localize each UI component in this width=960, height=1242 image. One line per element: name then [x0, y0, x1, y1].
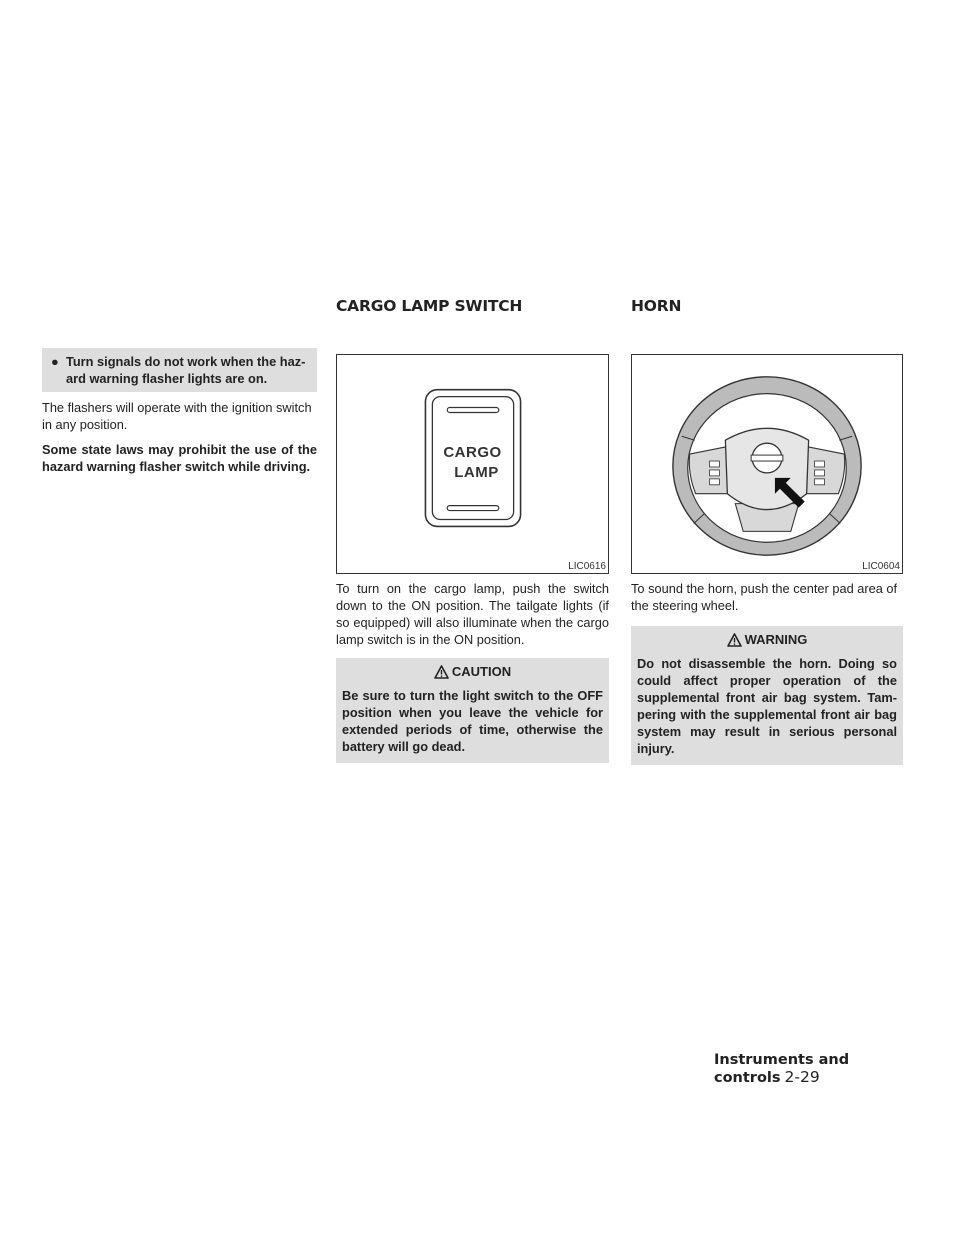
page-number: 2-29: [784, 1068, 820, 1086]
footer-section-name: Instruments and controls: [714, 1052, 850, 1086]
caution-box: [336, 658, 609, 763]
caution-title: CAUTION: [451, 664, 512, 679]
column-3: [631, 354, 903, 765]
figure-steering-wheel: [631, 354, 903, 574]
warning-text: Do not disassemble the horn. Doing so could affect proper operation of the supplemental front air bag system. Tam-pering with the supplemental front air bag system may result in serious personal injury.: [637, 656, 897, 756]
column-2: [336, 354, 609, 763]
figure-cargo-lamp-switch: [336, 354, 609, 574]
figure-code: LIC0616: [568, 561, 606, 572]
figure-code: LIC0604: [862, 561, 900, 572]
caution-icon: [434, 665, 449, 679]
cargo-label-line1: CARGO: [443, 444, 502, 461]
paragraph-cargo-lamp: To turn on the cargo lamp, push the switch down to the ON position. The tailgate lights (if so equipped) will also illuminate when the cargo lamp switch is in the ON position.: [336, 581, 609, 647]
paragraph-horn: To sound the horn, push the center pad area of the steering wheel.: [631, 581, 898, 613]
steering-wheel-illustration: [632, 355, 902, 573]
page-footer: [714, 1052, 904, 1086]
warning-title: WARNING: [744, 632, 808, 647]
bullet-text: Turn signals do not work when the haz-ard warning flasher lights are on.: [66, 354, 306, 386]
warning-icon: [727, 633, 742, 647]
paragraph-state-laws: Some state laws may prohibit the use of the hazard warning flasher switch while driving.: [42, 442, 317, 474]
section-heading-horn: HORN: [631, 297, 682, 315]
bullet-note: [42, 348, 317, 392]
caution-text: Be sure to turn the light switch to the OFF position when you leave the vehicle for extended periods of time, otherwise the battery will go dead.: [342, 688, 603, 754]
bullet-icon: ●: [51, 354, 59, 369]
cargo-label-line2: LAMP: [454, 464, 499, 481]
section-heading-cargo-lamp-switch: CARGO LAMP SWITCH: [336, 297, 523, 315]
column-1: [42, 348, 317, 483]
warning-box: [631, 626, 903, 765]
paragraph-flashers: The flashers will operate with the ignition switch in any position.: [42, 400, 312, 432]
